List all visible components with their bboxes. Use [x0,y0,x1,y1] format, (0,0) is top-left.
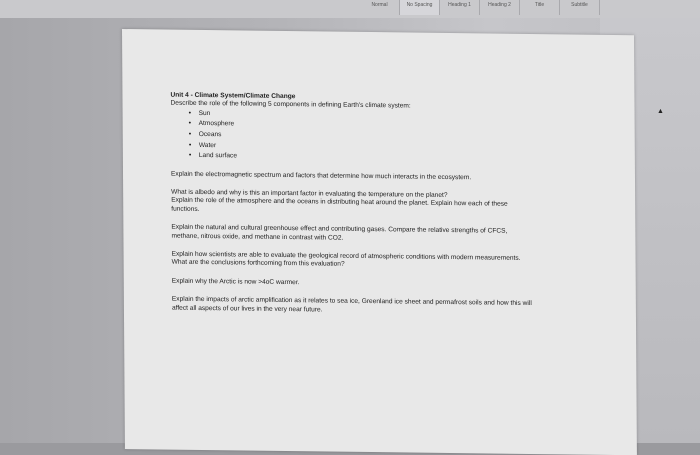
question-arctic-amplification: Explain the impacts of arctic amplification as it relates to sea ice, Greenland ice sheet and permafrost soils and how this will affect all aspects of our lives in the very near future. [171,295,532,314]
list-item: • Water [189,141,531,154]
list-item: • Sun [189,110,531,123]
intro-text: Describe the role of the following 5 components in defining Earth's climate system: [170,100,411,110]
style-no-spacing[interactable]: No Spacing [400,0,440,15]
document-body[interactable] [170,92,532,317]
style-title[interactable]: Title [520,0,560,15]
list-item: • Land surface [189,152,531,165]
question-heat-distribution: Explain the role of the atmosphere and the oceans in distributing heat around the planet. Explain how each of these functions. [171,197,508,213]
question-greenhouse: Explain the natural and cultural greenhouse effect and contributing gases. Compare the relative strengths of CFCS, methane, nitrous oxide, and methane in contrast with CO2. [171,223,508,242]
question-arctic: Explain why the Arctic is now >4oC warmer. [171,277,300,287]
question-albedo: What is albedo and why is this an important factor in evaluating the temperature on the planet? [171,188,448,199]
styles-gallery [360,0,600,16]
document-page[interactable] [122,29,637,455]
style-normal[interactable]: Normal [360,0,400,15]
style-heading-2[interactable]: Heading 2 [480,0,520,15]
components-list [171,109,531,164]
mouse-cursor-icon: ▲ [657,108,664,115]
style-subtitle[interactable]: Subtitle [560,0,600,15]
style-heading-1[interactable]: Heading 1 [440,0,480,15]
question-geological-record: Explain how scientists are able to evaluate the geological record of atmospheric conditions with modern measurements. What are the conclusions forthcoming from this evaluation? [171,250,521,269]
list-item: • Atmosphere [189,120,531,133]
question-electromagnetic: Explain the electromagnetic spectrum and factors that determine how much interacts in the ecosystem. [170,170,472,181]
ribbon-toolbar [0,0,700,19]
list-item: • Oceans [189,131,531,144]
document-title: Unit 4 - Climate System/Climate Change [170,91,296,101]
